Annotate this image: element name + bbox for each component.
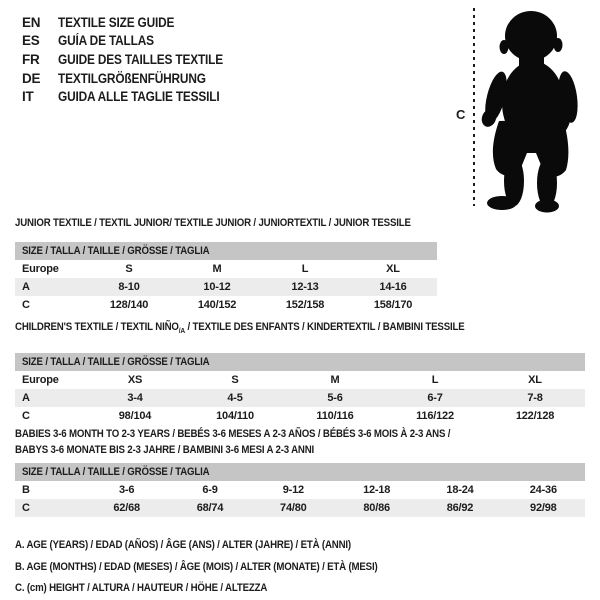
table-cell: 80/86: [363, 502, 390, 514]
note-text: C. (cm) HEIGHT / ALTURA / HAUTEUR / HÖHE / ALTEZZA: [15, 582, 268, 594]
table-row: [15, 260, 437, 278]
table-cell: 4-5: [227, 392, 243, 405]
language-code: IT: [22, 89, 34, 105]
row-label: Europe: [22, 263, 59, 275]
table-cell: XL: [386, 263, 400, 275]
table-cell: M: [212, 263, 222, 275]
table-cell: 98/104: [118, 410, 152, 423]
legend-notes-list: [15, 535, 427, 600]
table-cell: 116/122: [416, 410, 454, 423]
table-cell: XS: [127, 374, 143, 387]
size-header-bar: [15, 242, 437, 260]
junior-table-title: [15, 217, 437, 230]
title-segment: / TEXTILE DES ENFANTS / KINDERTEXTIL / BAMBINI TESSILE: [185, 321, 465, 333]
table-title-line: [15, 427, 450, 443]
table-title-row: [15, 443, 585, 459]
title-segment: CHILDREN'S TEXTILE / TEXTIL NIÑO: [15, 321, 179, 333]
table-row: [15, 371, 585, 389]
language-title: GUÍA DE TALLAS: [58, 33, 154, 49]
height-measure-dotted-line: [473, 8, 475, 206]
children-table-title: [15, 321, 585, 337]
table-cell: 62/68: [113, 502, 140, 514]
title-segment: BABYS 3-6 MONATE BIS 2-3 JAHRE / BAMBINI 3-6 MESI A 2-3 ANNI: [15, 443, 315, 456]
language-code: DE: [22, 70, 41, 86]
babies-textile-table: [15, 427, 585, 517]
table-cell: 8-10: [118, 281, 140, 293]
table-cell: 140/152: [197, 299, 237, 311]
size-header-bar: [15, 463, 585, 481]
language-row: [22, 13, 246, 32]
size-header-label: SIZE / TALLA / TAILLE / GRÖSSE / TAGLIA: [22, 356, 210, 369]
note-line: [15, 535, 427, 557]
table-cell: L: [431, 374, 439, 387]
language-code: ES: [22, 33, 40, 49]
junior-textile-table: [15, 217, 437, 314]
table-rows: [15, 371, 585, 425]
table-cell: 128/140: [109, 299, 149, 311]
table-cell: 12-18: [363, 484, 391, 496]
language-row: [22, 50, 246, 69]
table-cell: 86/92: [446, 502, 474, 514]
table-row: [15, 481, 585, 499]
title-subscript: /A: [178, 326, 186, 336]
size-header-label: SIZE / TALLA / TAILLE / GRÖSSE / TAGLIA: [22, 245, 210, 257]
table-cell: 122/128: [515, 410, 555, 423]
table-cell: 3-4: [127, 392, 143, 405]
table-cell: 3-6: [119, 484, 135, 496]
row-label: C: [22, 410, 30, 423]
height-measure-label: C: [456, 107, 466, 122]
note-text: A. AGE (YEARS) / EDAD (AÑOS) / ÂGE (ANS) / ALTER (JAHRE) / ETÀ (ANNI): [15, 539, 351, 551]
table-row: [15, 389, 585, 407]
table-title-row: [15, 321, 585, 337]
language-row: [22, 32, 246, 51]
table-title-row: [15, 217, 437, 230]
table-row: [15, 278, 437, 296]
row-label: B: [22, 484, 30, 496]
table-cell: XL: [528, 374, 542, 387]
table-cell: 110/116: [316, 410, 354, 423]
note-text: B. AGE (MONTHS) / EDAD (MESES) / ÂGE (MOIS) / ALTER (MONATE) / ETÀ (MESI): [15, 560, 378, 573]
size-header-bar: [15, 353, 585, 371]
table-cell: 104/110: [216, 410, 254, 423]
language-row: [22, 87, 246, 106]
table-rows: [15, 260, 437, 314]
language-title: GUIDA ALLE TAGLIE TESSILI: [58, 89, 220, 105]
row-label: A: [22, 392, 30, 405]
table-cell: 12-13: [291, 281, 319, 293]
table-cell: 24-36: [529, 484, 557, 496]
table-title-line: [15, 217, 411, 230]
table-title-line: [15, 443, 314, 459]
babies-table-title: [15, 427, 585, 458]
language-title-list: [22, 13, 246, 106]
table-cell: 6-9: [202, 484, 218, 496]
table-cell: 18-24: [446, 484, 474, 496]
table-cell: L: [301, 263, 309, 275]
title-segment: JUNIOR TEXTILE / TEXTIL JUNIOR/ TEXTILE JUNIOR / JUNIORTEXTIL / JUNIOR TESSILE: [15, 217, 411, 229]
language-title: TEXTILE SIZE GUIDE: [58, 14, 175, 30]
table-title-row: [15, 427, 585, 443]
row-label: Europe: [22, 374, 59, 387]
table-cell: 14-16: [379, 281, 407, 293]
table-title-line: [15, 321, 465, 337]
language-title: GUIDE DES TAILLES TEXTILE: [58, 51, 224, 67]
table-row: [15, 296, 437, 314]
table-cell: 6-7: [427, 392, 443, 405]
table-rows: [15, 481, 585, 517]
language-code: FR: [22, 51, 40, 67]
title-segment: BABIES 3-6 MONTH TO 2-3 YEARS / BEBÉS 3-6 MESES A 2-3 AÑOS / BÉBÉS 3-6 MOIS À 2-3 ANS /: [15, 428, 451, 440]
row-label: C: [22, 502, 30, 514]
table-cell: 158/170: [373, 299, 413, 311]
table-cell: 152/158: [285, 299, 325, 311]
table-cell: M: [330, 374, 340, 387]
table-cell: 10-12: [203, 281, 231, 293]
language-title: TEXTILGRÖßENFÜHRUNG: [58, 70, 206, 86]
table-row: [15, 407, 585, 425]
table-row: [15, 499, 585, 517]
table-cell: 5-6: [327, 392, 343, 405]
note-line: [15, 557, 427, 579]
language-row: [22, 69, 246, 88]
table-cell: S: [231, 374, 239, 387]
size-header-label: SIZE / TALLA / TAILLE / GRÖSSE / TAGLIA: [22, 466, 210, 478]
children-textile-table: [15, 321, 585, 425]
row-label: C: [22, 299, 30, 311]
row-label: A: [22, 281, 30, 293]
table-cell: S: [125, 263, 133, 275]
table-cell: 7-8: [527, 392, 543, 405]
language-code: EN: [22, 14, 41, 30]
table-cell: 92/98: [530, 502, 557, 514]
table-cell: 9-12: [282, 484, 304, 496]
table-cell: 68/74: [196, 502, 224, 514]
note-line: [15, 578, 427, 600]
table-cell: 74/80: [280, 502, 307, 514]
baby-silhouette-icon: [478, 5, 596, 213]
